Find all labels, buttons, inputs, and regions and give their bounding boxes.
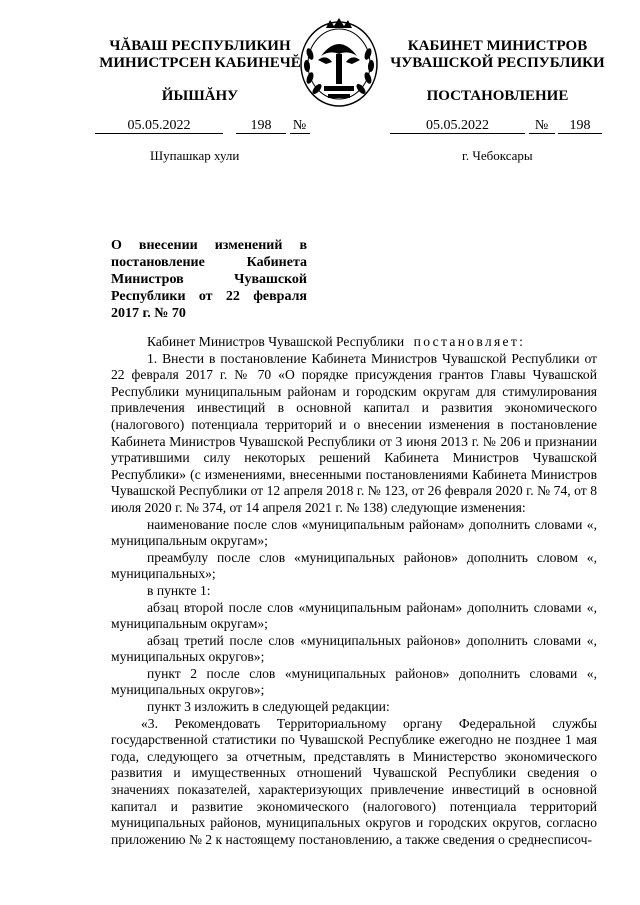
paragraph-9: «3. Рекомендовать Территориальному органу Федеральной службы государственной статистики по Чувашской Республике ежегодно не позднее 1 мая года, следующего за отчетным, представлять в Министерство экономического развития и имущественных отношений Чувашской Республики сведения о значениях показателей, характеризующих привлечение инвестиций в основной капитал и развитие экономического (налогового) потенциала территорий муниципальных районов, муниципальных округов и городских округов, согласно приложению № 2 к настоящему постановлению, а также сведения о среднесписоч- [111, 715, 597, 847]
paragraph-2: наименование после слов «муниципальным районам» дополнить словами «, муниципальным округам»; [111, 516, 597, 549]
paragraph-7: пункт 2 после слов «муниципальных районов» дополнить словами «, муниципальных округов»; [111, 665, 597, 698]
header-right-doc-type: ПОСТАНОВЛЕНИЕ [426, 88, 569, 104]
header-left-doc-type: ЙЫШĂНУ [161, 88, 239, 104]
registration-left-number: 198 [236, 118, 286, 134]
registration-right-number-sign: № [529, 118, 555, 134]
document-body [111, 334, 597, 848]
city-right: г. Чебоксары [462, 148, 533, 163]
intro-verb: постановляет: [413, 334, 526, 349]
header-left-line2: МИНИСТРСЕН КАБИНЕЧĔ [99, 55, 301, 71]
registration-left [95, 118, 310, 134]
coat-of-arms-icon [296, 14, 382, 110]
header-right-line1: КАБИНЕТ МИНИСТРОВ [407, 38, 588, 54]
intro-paragraph [111, 334, 597, 351]
intro-text: Кабинет Министров Чувашской Республики [147, 334, 405, 349]
registration-right [390, 118, 602, 134]
registration-right-number: 198 [558, 118, 602, 134]
header-right-line2: ЧУВАШСКОЙ РЕСПУБЛИКИ [390, 55, 605, 71]
paragraph-3: преамбулу после слов «муниципальных районов» дополнить словом «, муниципальных»; [111, 549, 597, 582]
paragraph-5: абзац второй после слов «муниципальным районам» дополнить словами «, муниципальным округам»; [111, 599, 597, 632]
city-left: Шупашкар хули [150, 148, 240, 163]
paragraph-8: пункт 3 изложить в следующей редакции: [147, 699, 390, 715]
paragraph-1: 1. Внести в постановление Кабинета Министров Чувашской Республики от 22 февраля 2017 г. № 70 «О порядке присуждения грантов Главы Чувашской Республики муниципальным районам и городским округам для стимулирования привлечения инвестиций в основной капитал и развития экономического (налогового) потенциала территорий и о внесении изменения в постановление Кабинета Министров Чувашской Республики от 3 июня 2013 г. № 206 и признании утратившими силу некоторых решений Кабинета Министров Чувашской Республики» (с изменениями, внесенными постановлениями Кабинета Министров Чувашской Республики от 12 апреля 2018 г. № 123, от 26 февраля 2020 г. № 74, от 8 июля 2020 г. № 374, от 14 апреля 2021 г. № 138) следующие изменения: [111, 350, 597, 515]
header-left-line1: ЧĂВАШ РЕСПУБЛИКИН [109, 38, 291, 54]
registration-left-date: 05.05.2022 [95, 118, 223, 134]
registration-left-number-sign: № [290, 118, 310, 134]
paragraph-6: абзац третий после слов «муниципальных районов» дополнить словами «, муниципальных округов»; [111, 632, 597, 665]
document-title: О внесении изменений в постановление Кабинета Министров Чувашской Республики от 22 февраля 2017 г. № 70 [111, 238, 307, 321]
registration-right-date: 05.05.2022 [390, 118, 525, 134]
paragraph-4: в пункте 1: [147, 582, 211, 598]
header-right-ministry [390, 38, 605, 72]
header-left-ministry [95, 38, 305, 72]
